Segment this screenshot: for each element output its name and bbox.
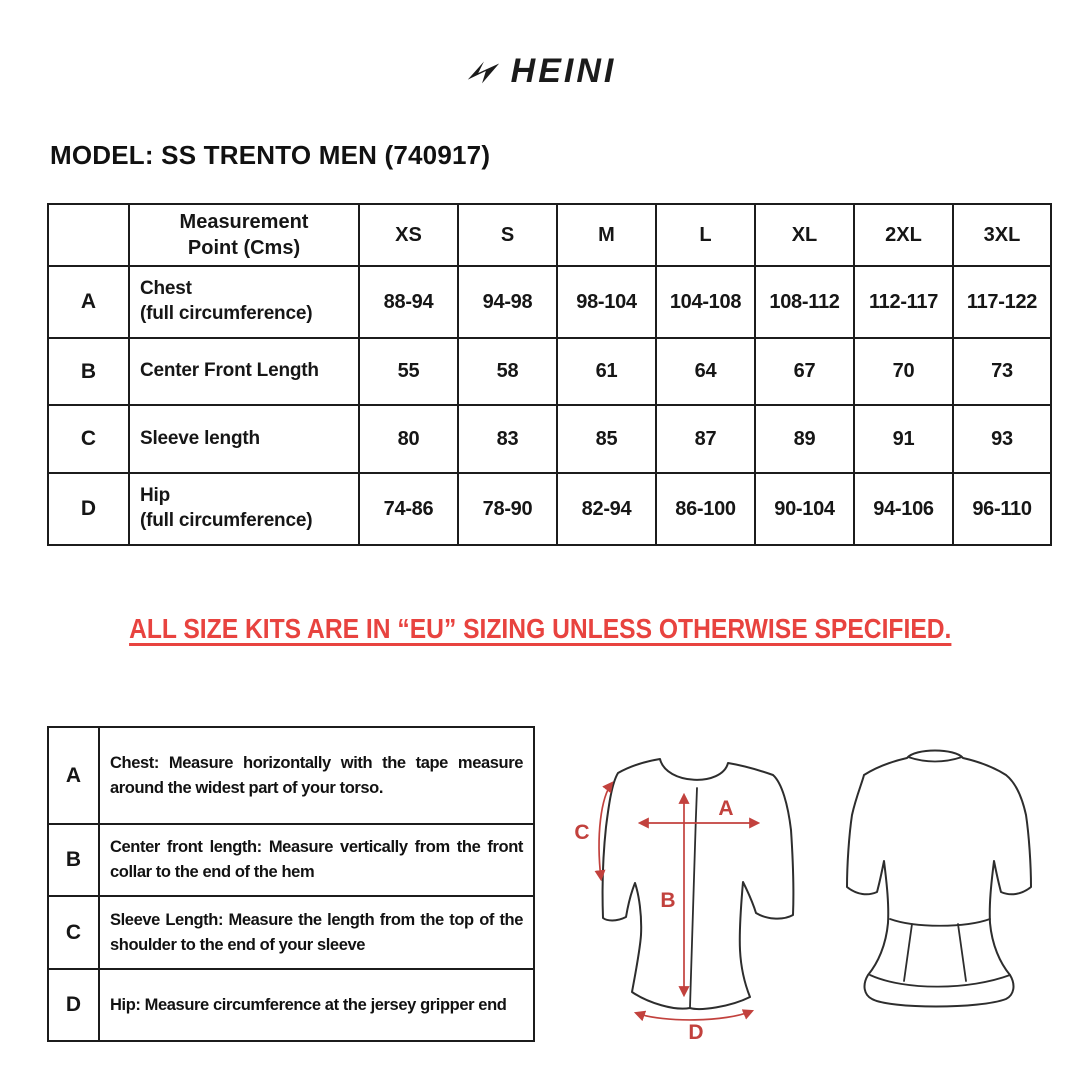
instruction-row-center-front-length (48, 824, 534, 896)
jersey-front-outline (603, 759, 794, 1009)
size-table-header-row (48, 204, 1051, 266)
header-size-xl: XL (755, 204, 854, 266)
size-table-row-hip (48, 473, 1051, 545)
header-blank (48, 204, 129, 266)
size-value: 67 (755, 338, 854, 405)
size-table-row-chest (48, 266, 1051, 338)
size-value: 55 (359, 338, 458, 405)
instruction-row-chest (48, 727, 534, 824)
measurement-instructions-table (47, 726, 535, 1042)
instruction-row-hip (48, 969, 534, 1041)
size-value: 98-104 (557, 266, 656, 338)
header-size-m: M (557, 204, 656, 266)
size-value: 108-112 (755, 266, 854, 338)
size-value: 112-117 (854, 266, 953, 338)
size-value: 74-86 (359, 473, 458, 545)
size-value: 104-108 (656, 266, 755, 338)
jersey-back-outline (847, 751, 1031, 1007)
model-heading: MODEL: SS TRENTO MEN (740917) (50, 140, 491, 170)
brand-logo-text: HEINI (510, 52, 617, 90)
size-value: 94-98 (458, 266, 557, 338)
size-value: 82-94 (557, 473, 656, 545)
size-value: 93 (953, 405, 1051, 473)
sizing-notice: ALL SIZE KITS ARE IN “EU” SIZING UNLESS OTHERWISE SPECIFIED. (128, 613, 952, 644)
size-value: 86-100 (656, 473, 755, 545)
size-table (47, 203, 1052, 546)
size-value: 70 (854, 338, 953, 405)
diagram-label-a: A (718, 797, 734, 820)
measurement-point: Sleeve length (129, 405, 359, 473)
size-value: 87 (656, 405, 755, 473)
diagram-label-c: C (574, 821, 590, 844)
diagram-label-b: B (660, 889, 676, 912)
star-mark-icon (464, 55, 502, 89)
instruction-text: Chest: Measure horizontally with the tape measure around the widest part of your torso. (99, 727, 534, 824)
size-value: 117-122 (953, 266, 1051, 338)
size-value: 80 (359, 405, 458, 473)
header-size-3xl: 3XL (953, 204, 1051, 266)
size-value: 96-110 (953, 473, 1051, 545)
measurement-point: Hip (full circumference) (129, 473, 359, 545)
size-value: 88-94 (359, 266, 458, 338)
size-value: 90-104 (755, 473, 854, 545)
size-table-row-center-front-length (48, 338, 1051, 405)
size-value: 85 (557, 405, 656, 473)
size-value: 64 (656, 338, 755, 405)
row-letter: B (48, 338, 129, 405)
row-letter: A (48, 266, 129, 338)
header-size-l: L (656, 204, 755, 266)
measurement-point: Chest (full circumference) (129, 266, 359, 338)
instruction-row-sleeve-length (48, 896, 534, 969)
row-letter: D (48, 473, 129, 545)
size-value: 91 (854, 405, 953, 473)
jersey-back-diagram (820, 735, 1060, 1025)
header-size-s: S (458, 204, 557, 266)
instruction-letter: B (48, 824, 99, 896)
size-value: 61 (557, 338, 656, 405)
size-value: 78-90 (458, 473, 557, 545)
size-value: 58 (458, 338, 557, 405)
jersey-front-diagram (560, 735, 820, 1045)
instruction-letter: A (48, 727, 99, 824)
size-value: 89 (755, 405, 854, 473)
instruction-letter: C (48, 896, 99, 969)
instruction-text: Center front length: Measure vertically from the front collar to the end of the hem (99, 824, 534, 896)
size-value: 73 (953, 338, 1051, 405)
size-table-row-sleeve-length (48, 405, 1051, 473)
measure-arrow-d (636, 1011, 752, 1020)
row-letter: C (48, 405, 129, 473)
brand-logo (0, 52, 1080, 91)
size-value: 83 (458, 405, 557, 473)
header-measurement-point: Measurement Point (Cms) (129, 204, 359, 266)
size-value: 94-106 (854, 473, 953, 545)
measurement-point: Center Front Length (129, 338, 359, 405)
header-size-xs: XS (359, 204, 458, 266)
diagram-label-d: D (688, 1021, 704, 1044)
instruction-letter: D (48, 969, 99, 1041)
header-size-2xl: 2XL (854, 204, 953, 266)
instruction-text: Sleeve Length: Measure the length from the top of the shoulder to the end of your sleeve (99, 896, 534, 969)
instruction-text: Hip: Measure circumference at the jersey gripper end (99, 969, 534, 1041)
sizing-notice-wrap (0, 613, 1080, 645)
